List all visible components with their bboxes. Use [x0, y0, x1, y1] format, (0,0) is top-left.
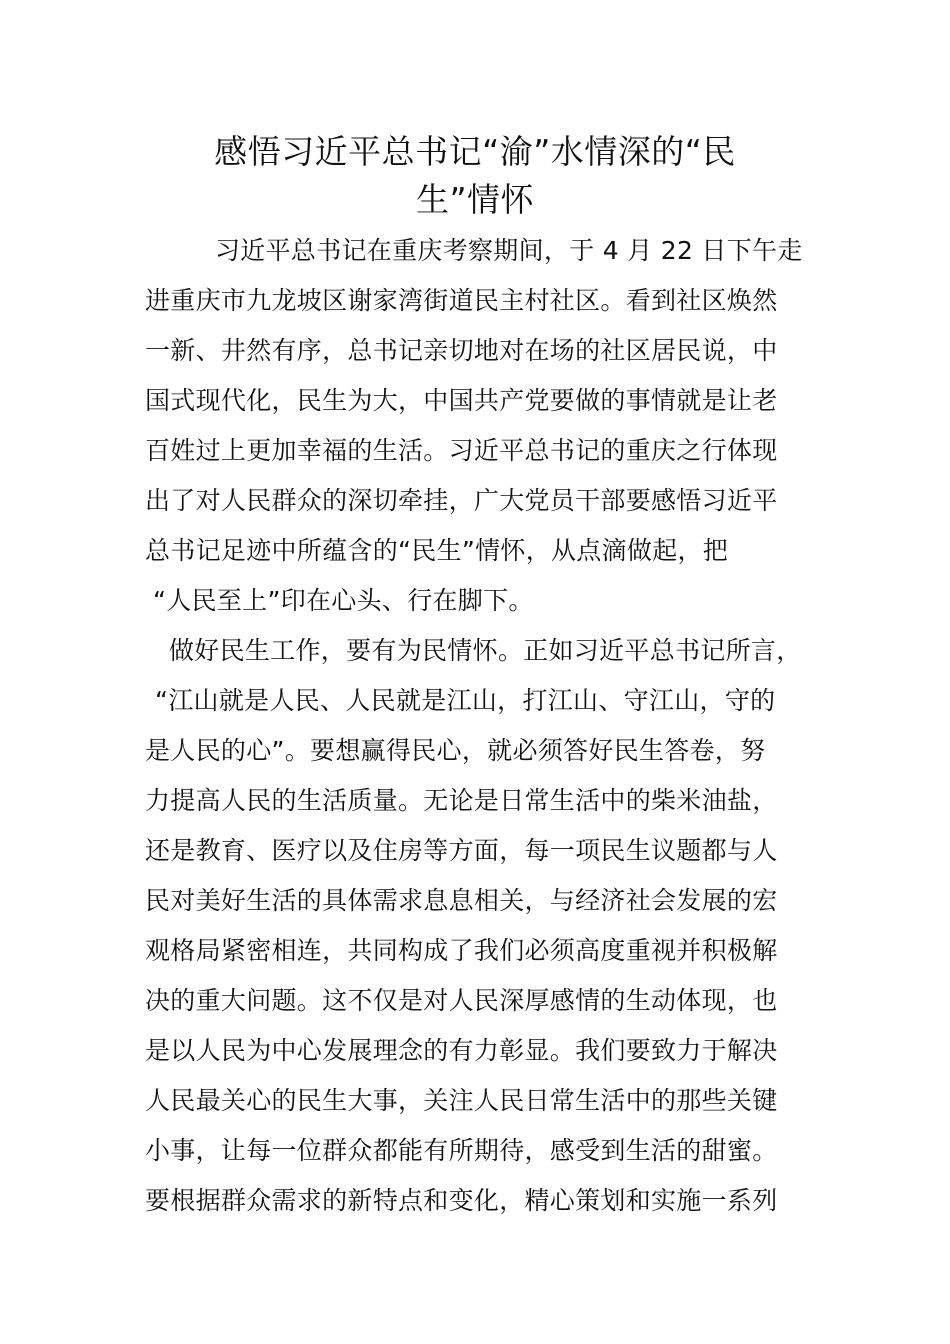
paragraph-2-line: “江山就是人民、人民就是江山，打江山、守江山，守的	[155, 686, 776, 715]
paragraph-2-line: 是人民的心”。要想赢得民心，就必须答好民生答卷，努	[145, 736, 766, 765]
paragraph-2-line: 做好民生工作，要有为民情怀。正如习近平总书记所言，	[169, 636, 802, 665]
paragraph-1-line: 进重庆市九龙坡区谢家湾街道民主村社区。看到社区焕然	[145, 286, 778, 315]
title-line-1: 感悟习近平总书记“渝”水情深的“民	[214, 132, 736, 171]
document-title	[145, 128, 805, 224]
paragraph-1-line: 百姓过上更加幸福的生活。习近平总书记的重庆之行体现	[145, 436, 778, 465]
paragraph-2-line: 还是教育、医疗以及住房等方面，每一项民生议题都与人	[145, 836, 778, 865]
body-text	[145, 226, 815, 1226]
paragraph-2-line: 人民最关心的民生大事，关注人民日常生活中的那些关键	[145, 1086, 778, 1115]
title-line-2: 生”情怀	[415, 180, 535, 219]
paragraph-2-line: 力提高人民的生活质量。无论是日常生活中的柴米油盐，	[145, 786, 778, 815]
paragraph-2-line: 决的重大问题。这不仅是对人民深厚感情的生动体现，也	[145, 986, 778, 1015]
paragraph-1-line: “人民至上”印在心头、行在脚下。	[153, 586, 534, 615]
paragraph-2-line: 观格局紧密相连，共同构成了我们必须高度重视并积极解	[145, 936, 778, 965]
paragraph-2-line: 小事，让每一位群众都能有所期待，感受到生活的甜蜜。	[145, 1136, 778, 1165]
paragraph-2-line: 民对美好生活的具体需求息息相关，与经济社会发展的宏	[145, 886, 778, 915]
paragraph-1-line: 出了对人民群众的深切牵挂，广大党员干部要感悟习近平	[145, 486, 778, 515]
paragraph-1-line: 一新、井然有序，总书记亲切地对在场的社区居民说，中	[145, 336, 778, 365]
paragraph-2-line: 要根据群众需求的新特点和变化，精心策划和实施一系列	[145, 1186, 778, 1215]
paragraph-1-line: 国式现代化，民生为大，中国共产党要做的事情就是让老	[145, 386, 778, 415]
paragraph-2-line: 是以人民为中心发展理念的有力彰显。我们要致力于解决	[145, 1036, 778, 1065]
paragraph-1-line: 总书记足迹中所蕴含的“民生”情怀，从点滴做起，把	[145, 536, 729, 565]
paragraph-1-line: 习近平总书记在重庆考察期间，于 4 月 22 日下午走	[215, 236, 803, 265]
